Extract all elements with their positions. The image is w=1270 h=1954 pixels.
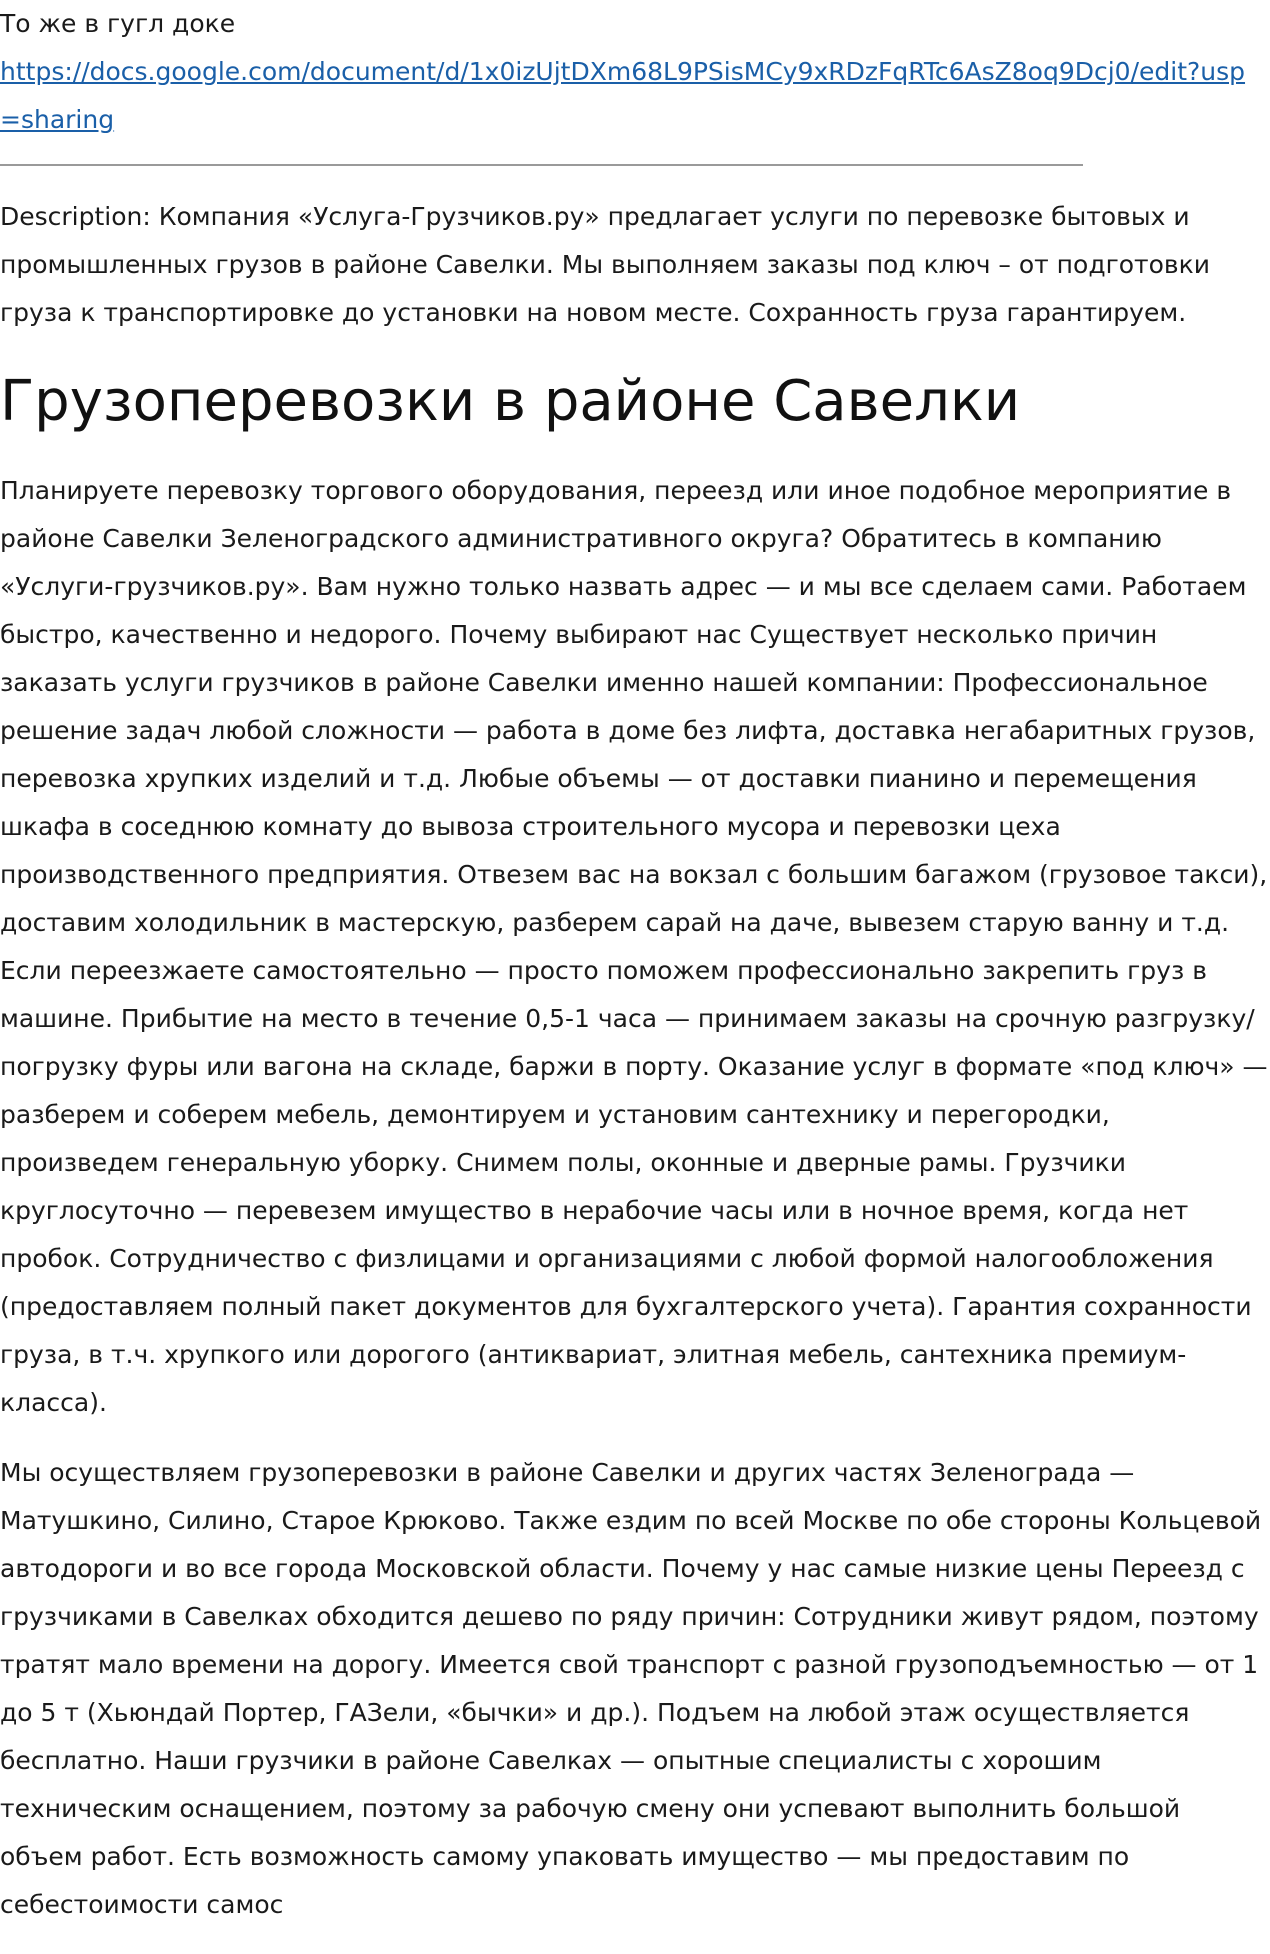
body-paragraph: Мы осуществляем грузоперевозки в районе Савелки и других частях Зеленограда — Матушкино, Силино, Старое Крюково. Также ездим по всей Москве по обе стороны Кольцевой автодороги и во все города Московской области. Почему у нас самые низкие цены Переезд с грузчиками в Савелках обходится дешево по ряду причин: Сотрудники живут рядом, поэтому тратят мало времени на дорогу. Имеется свой транспорт с разной грузоподъемностью — от 1 до 5 т (Хьюндай Портер, ГАЗели, «бычки» и др.). Подъем на любой этаж осуществляется бесплатно. Наши грузчики в районе Савелках — опытные специалисты с хорошим техническим оснащением, поэтому за рабочую смену они успевают выполнить большой объем работ. Есть возможность самому упаковать имущество — мы предоставим по себестоимости самос [0,1458,1262,1919]
google-doc-link[interactable]: https://docs.google.com/document/d/1x0izUjtDXm68L9PSisMCy9xRDzFqRTc6AsZ8oq9Dcj0/edit?usp=sharing [0,57,1246,134]
intro-text: То же в гугл доке [0,9,236,38]
horizontal-divider [0,164,1083,166]
body-paragraph: Планируете перевозку торгового оборудования, переезд или иное подобное мероприятие в районе Савелки Зеленоградского административного округа? Обратитесь в компанию «Услуги-грузчиков.ру». Вам нужно только назвать адрес — и мы все сделаем сами. Работаем быстро, качественно и недорого. Почему выбирают нас Существует несколько причин заказать услуги грузчиков в районе Савелки именно нашей компании: Профессиональное решение задач любой сложности — работа в доме без лифта, доставка негабаритных грузов, перевозка хрупких изделий и т.д. Любые объемы — от доставки пианино и перемещения шкафа в соседнюю комнату до вывоза строительного мусора и перевозки цеха производственного предприятия. Отвезем вас на вокзал с большим багажом (грузовое такси), доставим холодильник в мастерскую, разберем сарай на даче, вывезем старую ванну и т.д. Если переезжаете самостоятельно — просто поможем профессионально закрепить груз в машине. Прибытие на место в течение 0,5-1 часа — принимаем заказы на срочную разгрузку/погрузку фуры или вагона на складе, баржи в порту. Оказание услуг в формате «под ключ» — разберем и соберем мебель, демонтируем и установим сантехнику и перегородки, произведем генеральную уборку. Снимем полы, оконные и дверные рамы. Грузчики круглосуточно — перевезем имущество в нерабочие часы или в ночное время, когда нет пробок. Сотрудничество с физлицами и организациями с любой формой налогообложения (предоставляем полный пакет документов для бухгалтерского учета). Гарантия сохранности груза, в т.ч. хрупкого или дорогого (антиквариат, элитная мебель, сантехника премиум-класса). [0,476,1268,1417]
page-title: Грузоперевозки в районе Савелки [0,369,1021,434]
meta-description: Description: Компания «Услуга-Грузчиков.ру» предлагает услуги по перевозке бытовых и промышленных грузов в районе Савелки. Мы выполняем заказы под ключ – от подготовки груза к транспортировке до установки на новом месте. Сохранность груза гарантируем. [0,202,1210,327]
